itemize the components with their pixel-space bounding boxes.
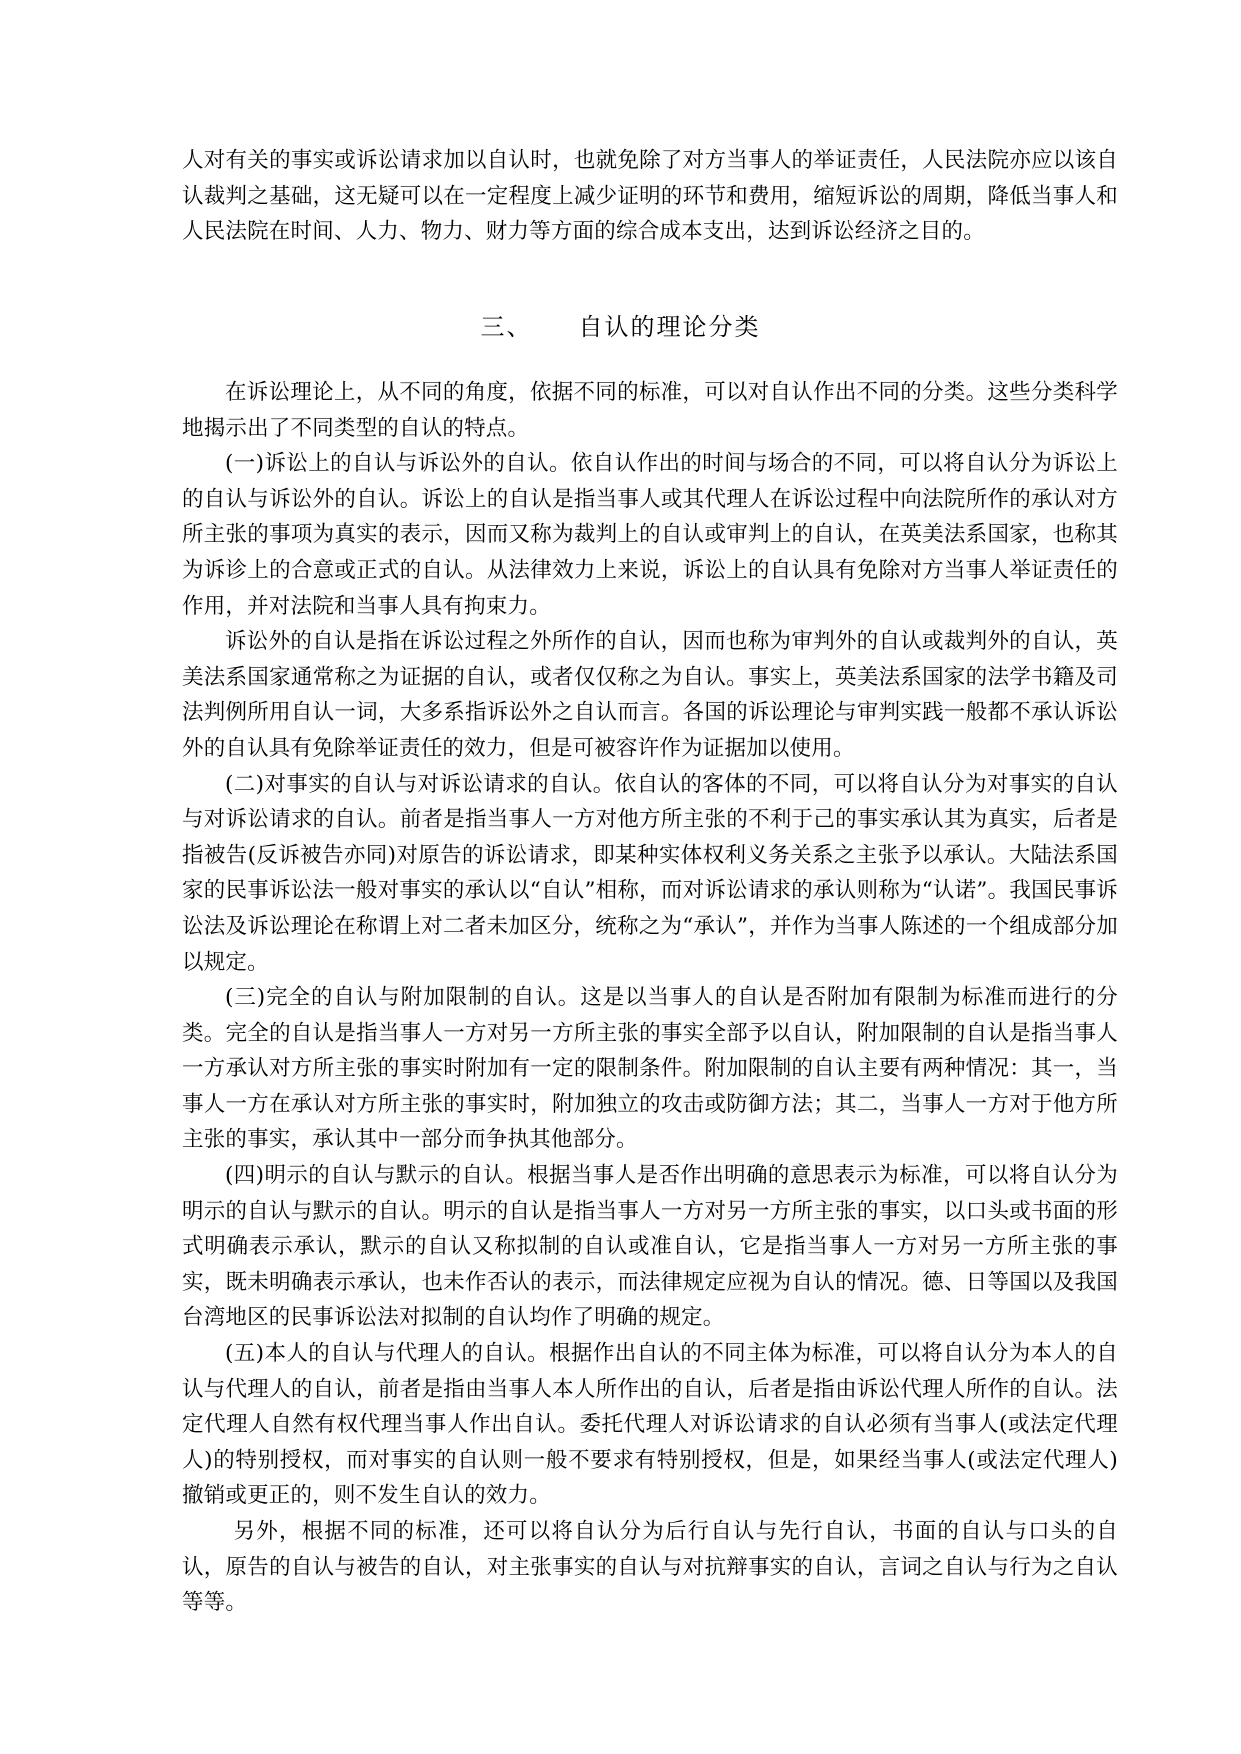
paragraph-overview: 在诉讼理论上，从不同的角度，依据不同的标准，可以对自认作出不同的分类。这些分类科学地揭示出了不同类型的自认的特点。 <box>182 380 1118 441</box>
intro-text-block <box>182 143 1118 250</box>
paragraph-category-two: (二)对事实的自认与对诉讼请求的自认。依自认的客体的不同，可以将自认分为对事实的自认与对诉讼请求的自认。前者是指当事人一方对他方所主张的不利于己的事实承认其为真实，后者是指被告(反诉被告亦同)对原告的诉讼请求，即某种实体权利义务关系之主张予以承认。大陆法系国家的民事诉讼法一般对事实的承认以“自认”相称，而对诉讼请求的承认则称为“认诺”。我国民事诉讼法及诉讼理论在称谓上对二者未加区分，统称之为“承认”，并作为当事人陈述的一个组成部分加以规定。 <box>182 771 1118 975</box>
paragraph-out-of-court-admission: 诉讼外的自认是指在诉讼过程之外所作的自认，因而也称为审判外的自认或裁判外的自认，英美法系国家通常称之为证据的自认，或者仅仅称之为自认。事实上，英美法系国家的法学书籍及司法判例所用自认一词，大多系指诉讼外之自认而言。各国的诉讼理论与审判实践一般都不承认诉讼外的自认具有免除举证责任的效力，但是可被容许作为证据加以使用。 <box>182 629 1118 761</box>
intro-paragraph: 人对有关的事实或诉讼请求加以自认时，也就免除了对方当事人的举证责任，人民法院亦应以该自认裁判之基础，这无疑可以在一定程度上减少证明的环节和费用，缩短诉讼的周期，降低当事人和人民法院在时间、人力、物力、财力等方面的综合成本支出，达到诉讼经济之目的。 <box>182 148 1118 245</box>
paragraph-category-three: (三)完全的自认与附加限制的自认。这是以当事人的自认是否附加有限制为标准而进行的分类。完全的自认是指当事人一方对另一方所主张的事实全部予以自认，附加限制的自认是指当事人一方承认对方所主张的事实时附加有一定的限制条件。附加限制的自认主要有两种情况：其一，当事人一方在承认对方所主张的事实时，附加独立的攻击或防御方法；其二，当事人一方对于他方所主张的事实，承认其中一部分而争执其他部分。 <box>182 985 1118 1153</box>
section-heading-number: 三、 <box>480 313 533 341</box>
section-body <box>182 375 1118 1621</box>
paragraph-other-classifications: 另外，根据不同的标准，还可以将自认分为后行自认与先行自认，书面的自认与口头的自认，原告的自认与被告的自认，对主张事实的自认与对抗辩事实的自认，言词之自认与行为之自认等等。 <box>182 1519 1118 1616</box>
section-heading-title: 自认的理论分类 <box>578 313 761 341</box>
paragraph-category-five: (五)本人的自认与代理人的自认。根据作出自认的不同主体为标准，可以将自认分为本人的自认与代理人的自认，前者是指由当事人本人所作出的自认，后者是指由诉讼代理人所作的自认。法定代理人自然有权代理当事人作出自认。委托代理人对诉讼请求的自认必须有当事人(或法定代理人)的特别授权，而对事实的自认则一般不要求有特别授权，但是，如果经当事人(或法定代理人)撤销或更正的，则不发生自认的效力。 <box>182 1341 1118 1509</box>
section-heading <box>0 310 1241 344</box>
paragraph-category-four: (四)明示的自认与默示的自认。根据当事人是否作出明确的意思表示为标准，可以将自认分为明示的自认与默示的自认。明示的自认是指当事人一方对另一方所主张的事实，以口头或书面的形式明确表示承认，默示的自认又称拟制的自认或准自认，它是指当事人一方对另一方所主张的事实，既未明确表示承认，也未作否认的表示，而法律规定应视为自认的情况。德、日等国以及我国台湾地区的民事诉讼法对拟制的自认均作了明确的规定。 <box>182 1163 1118 1331</box>
paragraph-category-one: (一)诉讼上的自认与诉讼外的自认。依自认作出的时间与场合的不同，可以将自认分为诉讼上的自认与诉讼外的自认。诉讼上的自认是指当事人或其代理人在诉讼过程中向法院所作的承认对方所主张的事项为真实的表示，因而又称为裁判上的自认或审判上的自认，在英美法系国家，也称其为诉诊上的合意或正式的自认。从法律效力上来说，诉讼上的自认具有免除对方当事人举证责任的作用，并对法院和当事人具有拘束力。 <box>182 451 1118 619</box>
